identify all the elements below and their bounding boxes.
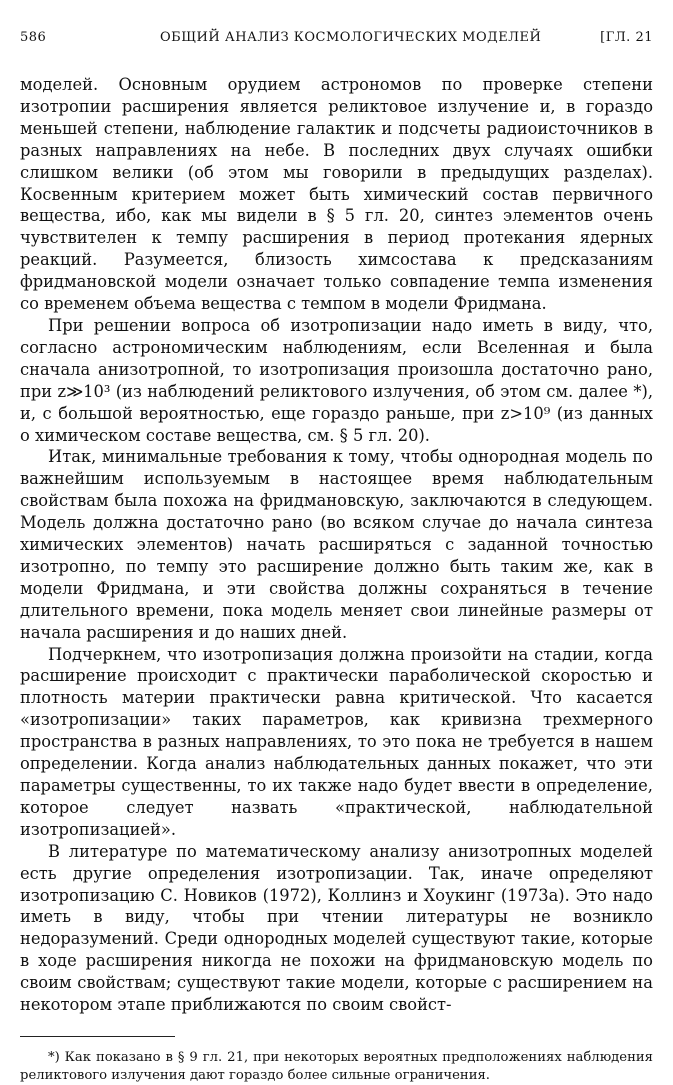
chapter-marker: [ГЛ. 21 [600,30,653,45]
book-page [20,30,653,1085]
footnote-rule [20,1036,175,1037]
paragraph-4: Подчеркнем, что изотропизация должна произойти на стадии, когда расширение происходит с практически параболической скоростью и плотность материи практически равна критической. Что касается «изотропизации» таких параметров, как кривизна трехмерного пространства в разных направлениях, то это пока не требуется в нашем определении. Когда анализ наблюдательных данных покажет, что эти параметры существенны, то их также надо будет ввести в определение, которое следует назвать «практической, наблюдательной изотропизацией». [20,644,653,839]
paragraph-3: Итак, минимальные требования к тому, чтобы однородная модель по важнейшим используемым в настоящее время наблюдательным свойствам была похожа на фридмановскую, заключаются в следующем. Модель должна достаточно рано (во всяком случае до начала синтеза химических элементов) начать расширяться с заданной точностью изотропно, по темпу это расширение должно быть таким же, как в модели Фридмана, и эти свойства должны сохраняться в течение длительного времени, пока модель меняет свои линейные размеры от начала расширения и до наших дней. [20,447,653,642]
running-title: ОБЩИЙ АНАЛИЗ КОСМОЛОГИЧЕСКИХ МОДЕЛЕЙ [160,30,542,45]
paragraph-5: В литературе по математическому анализу анизотропных моделей есть другие определения изотропизации. Так, иначе определяют изотропизацию С. Новиков (1972), Коллинз и Хоукинг (1973а). Это надо иметь в виду, чтобы при чтении литературы не возникло недоразумений. Среди однородных моделей существуют такие, которые в ходе расширения никогда не похожи на фридмановскую модель по своим свойствам; существуют такие модели, которые с расширением на некотором этапе приближаются по своим свойст- [20,841,653,1015]
running-head [20,30,653,56]
page-number: 586 [20,30,47,45]
body-text [20,74,653,1016]
paragraph-2: При решении вопроса об изотропизации надо иметь в виду, что, согласно астрономическим наблюдениям, если Вселенная и была сначала анизотропной, то изотропизация произошла достаточно рано, при z≫10³ (из наблюдений реликтового излучения, об этом см. далее *), и, с большой вероятностью, еще гораздо раньше, при z>10⁹ (из данных о химическом составе вещества, см. § 5 гл. 20). [20,315,653,445]
paragraph-1: моделей. Основным орудием астрономов по проверке степени изотропии расширения является реликтовое излучение и, в гораздо меньшей степени, наблюдение галактик и подсчеты радиоисточников в разных направлениях на небе. В последних двух случаях ошибки слишком велики (об этом мы говорили в предыдущих разделах). Косвенным критерием может быть химический состав первичного вещества, ибо, как мы видели в § 5 гл. 20, синтез элементов очень чувствителен к темпу расширения в период протекания ядерных реакций. Разумеется, близость химсостава к предсказаниям фридмановской модели означает только совпадение темпа изменения со временем объема вещества с темпом в модели Фридмана. [20,75,653,314]
footnote: *) Как показано в § 9 гл. 21, при некоторых вероятных предположениях наблюдения реликтового излучения дают гораздо более сильные ограничения. [20,1049,653,1083]
